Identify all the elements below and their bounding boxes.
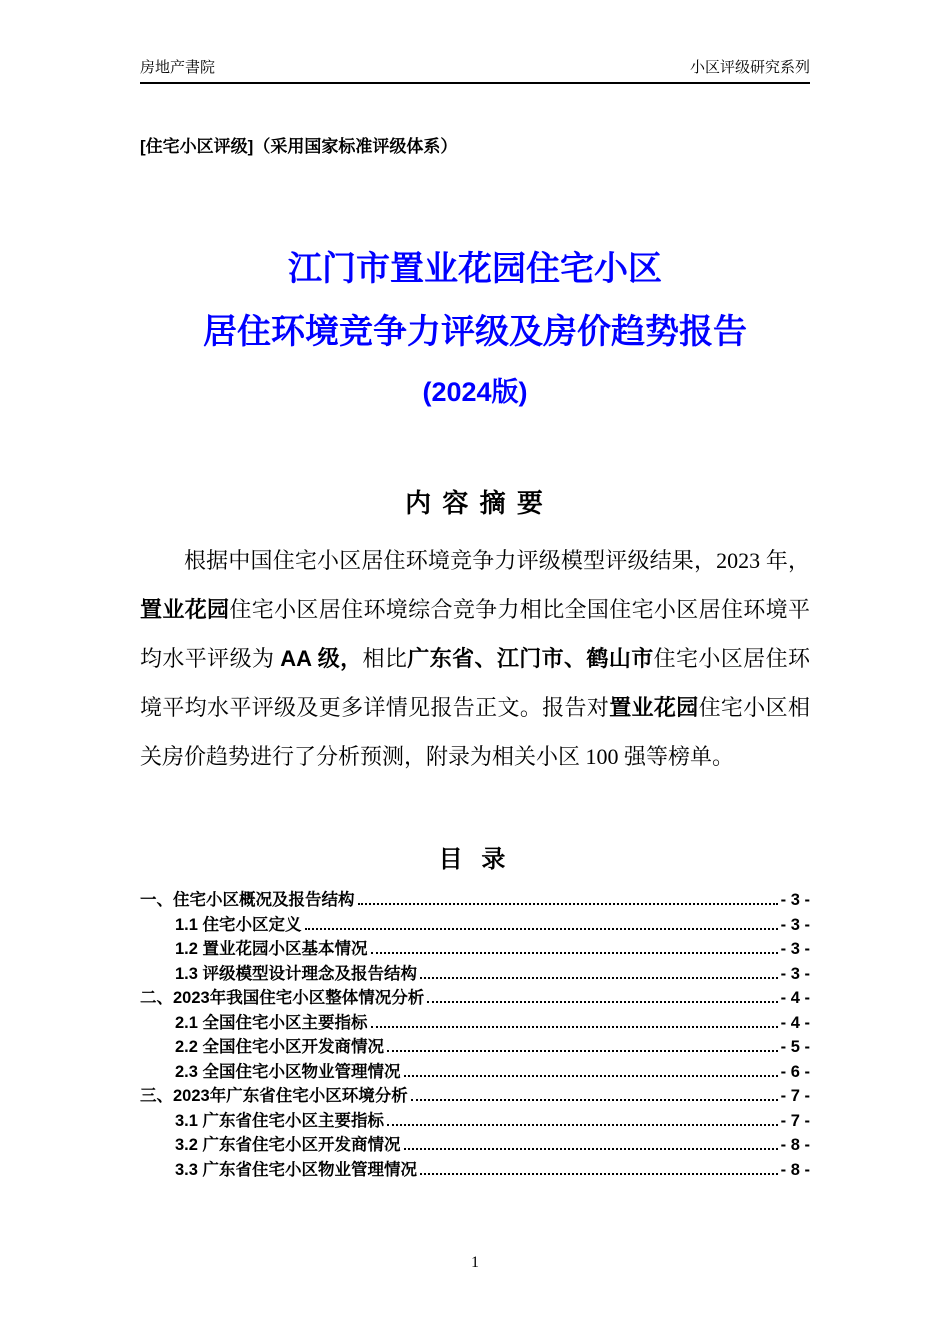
toc-entry (140, 937, 810, 962)
toc-entry-label: 2.2 全国住宅小区开发商情况 (175, 1038, 385, 1057)
toc-dot-leader (427, 1001, 777, 1003)
toc-entry-page: - 5 - (780, 1038, 810, 1057)
toc-entry-page: - 7 - (780, 1111, 810, 1130)
toc-entry (140, 986, 810, 1011)
summary-segment-1-community-name: 置业花园 (140, 597, 230, 623)
summary-segment-6: 住宅小区居住环境平均水平评级及更多详情见报告正文。报告对 (140, 646, 810, 721)
toc-entry-label: 3.3 广东省住宅小区物业管理情况 (175, 1160, 418, 1179)
toc-entry-label: 2.3 全国住宅小区物业管理情况 (175, 1062, 401, 1081)
report-title-line1: 江门市置业花园住宅小区 (288, 250, 662, 288)
toc-entry-label: 1.3 评级模型设计理念及报告结构 (175, 964, 418, 983)
summary-heading: 内 容 摘 要 (405, 488, 545, 519)
toc-entry (140, 1035, 810, 1060)
report-title-line2: 居住环境竞争力评级及房价趋势报告 (203, 313, 747, 352)
toc-entry (140, 1109, 810, 1134)
toc-entry-page: - 8 - (780, 1160, 810, 1179)
toc-entry-page: - 8 - (780, 1136, 810, 1155)
toc-entry-page: - 3 - (780, 940, 810, 959)
report-title-edition: (2024版) (422, 376, 528, 407)
toc-dot-leader (420, 1173, 778, 1175)
summary-segment-4: 相比 (362, 646, 408, 672)
table-of-contents (140, 888, 810, 1182)
toc-dot-leader (371, 952, 778, 954)
toc-entry-page: - 7 - (780, 1087, 810, 1106)
header-right-text: 小区评级研究系列 (689, 60, 810, 76)
page-footer (0, 1254, 950, 1272)
page-header (140, 56, 810, 84)
toc-dot-leader (305, 928, 778, 930)
toc-entry-label: 2.1 全国住宅小区主要指标 (175, 1013, 368, 1032)
summary-segment-7-community-name: 置业花园 (609, 695, 699, 721)
toc-entry (140, 913, 810, 938)
summary-segment-2: 住宅小区居住环境综合竞争力相比全国住宅小区居住环境平均水平评级为 (140, 597, 810, 672)
toc-entry-label: 1.1 住宅小区定义 (175, 915, 302, 934)
toc-entry-page: - 4 - (780, 989, 810, 1008)
toc-entry-page: - 3 - (780, 915, 810, 934)
summary-segment-0: 根据中国住宅小区居住环境竞争力评级模型评级结果，2023 年， (184, 548, 810, 574)
summary-segment-5-regions: 广东省、江门市、鹤山市 (407, 646, 654, 672)
toc-entry (140, 1060, 810, 1085)
header-left-text: 房地产書院 (140, 60, 216, 76)
toc-entry (140, 1084, 810, 1109)
toc-dot-leader (404, 1148, 778, 1150)
toc-entry-page: - 3 - (780, 891, 810, 910)
page-number: 1 (471, 1254, 479, 1271)
report-title (140, 245, 810, 411)
toc-entry-label: 三、2023年广东省住宅小区环境分析 (140, 1087, 408, 1106)
toc-entry-label: 3.1 广东省住宅小区主要指标 (175, 1111, 385, 1130)
toc-dot-leader (358, 903, 778, 905)
toc-entry-label: 1.2 置业花园小区基本情况 (175, 940, 368, 959)
toc-entry-page: - 3 - (780, 964, 810, 983)
summary-segment-3-rating: AA 级， (280, 646, 363, 672)
toc-dot-leader (404, 1075, 778, 1077)
toc-dot-leader (371, 1026, 778, 1028)
toc-entry-label: 二、2023年我国住宅小区整体情况分析 (140, 989, 425, 1008)
toc-dot-leader (420, 977, 778, 979)
summary-paragraph (140, 536, 810, 781)
toc-entry (140, 1133, 810, 1158)
toc-dot-leader (411, 1099, 778, 1101)
toc-dot-leader (387, 1124, 778, 1126)
summary-segment-8: 住宅小区相关房价趋势进行了分析预测，附录为相关小区 100 强等榜单。 (140, 695, 810, 770)
toc-entry-label: 一、住宅小区概况及报告结构 (140, 891, 355, 910)
toc-dot-leader (387, 1050, 778, 1052)
toc-entry (140, 962, 810, 987)
rating-system-note: [住宅小区评级]（采用国家标准评级体系） (140, 137, 458, 156)
toc-entry-label: 3.2 广东省住宅小区开发商情况 (175, 1136, 401, 1155)
toc-entry (140, 1011, 810, 1036)
toc-entry-page: - 4 - (780, 1013, 810, 1032)
toc-entry (140, 888, 810, 913)
toc-entry (140, 1158, 810, 1183)
toc-heading: 目 录 (438, 846, 512, 874)
toc-entry-page: - 6 - (780, 1062, 810, 1081)
